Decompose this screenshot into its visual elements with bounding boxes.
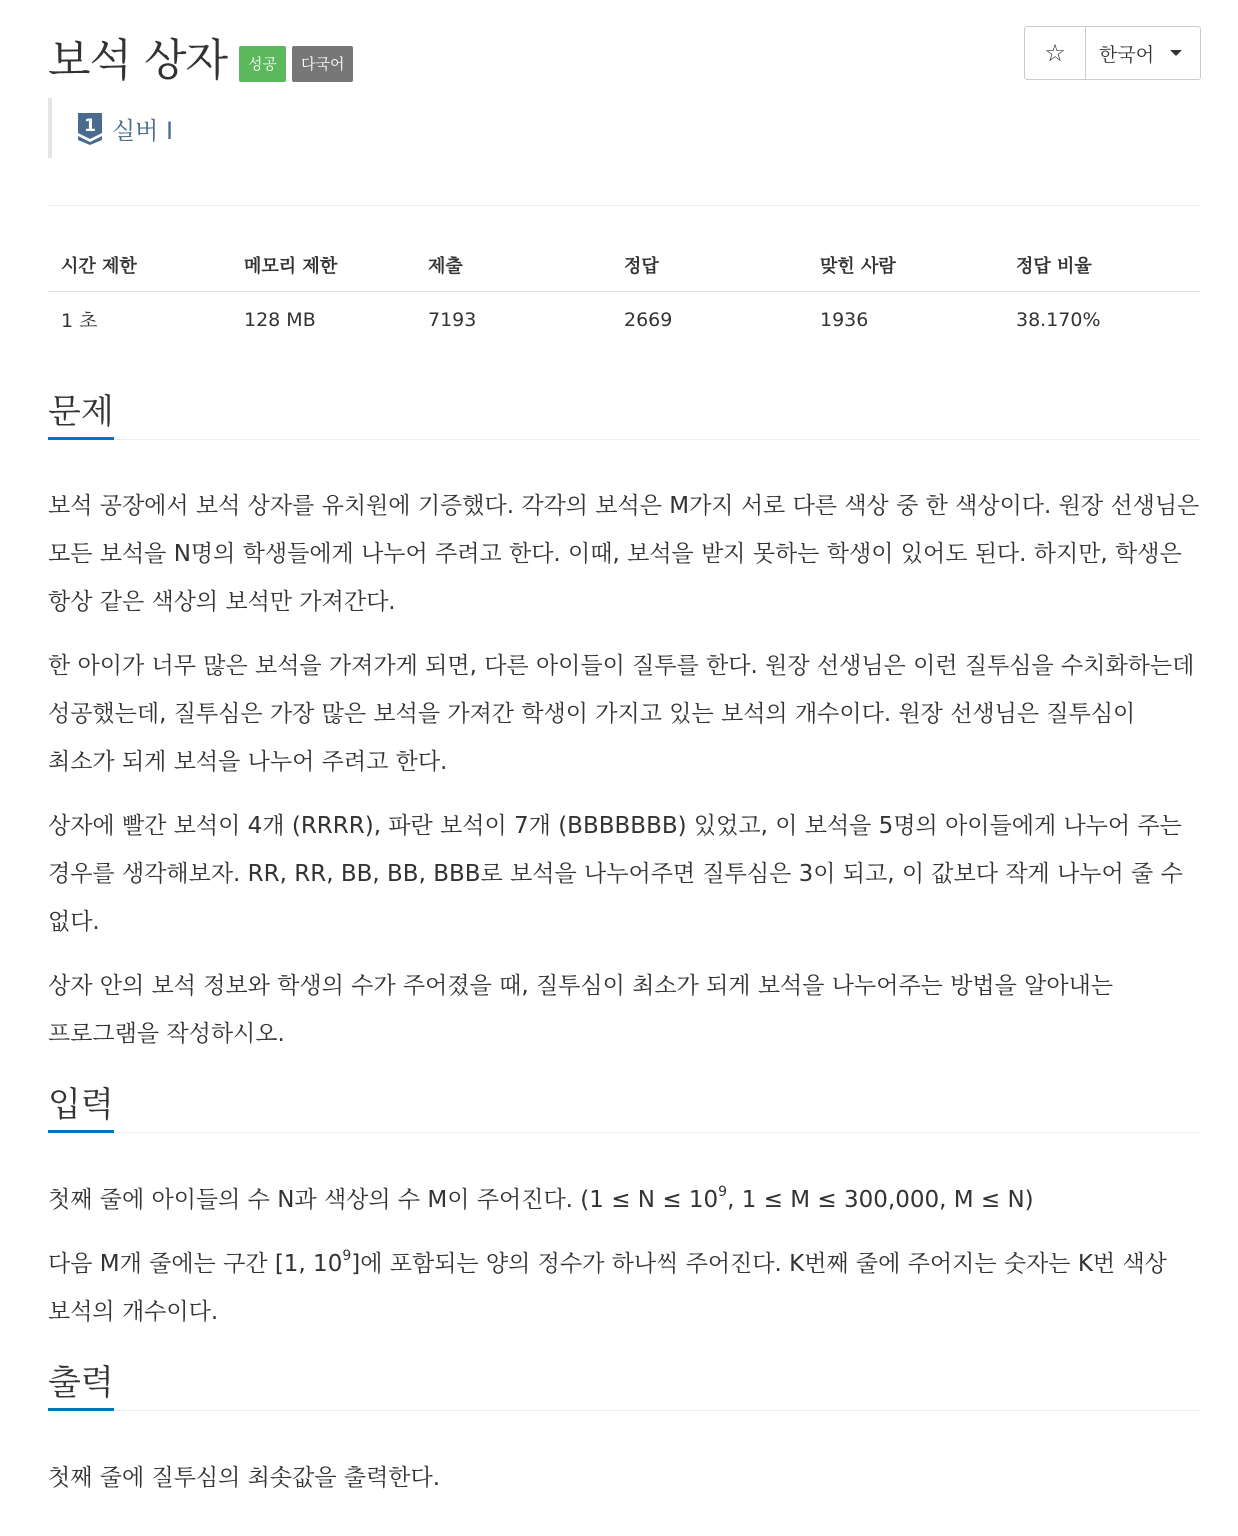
problem-paragraph: 상자 안의 보석 정보와 학생의 수가 주어졌을 때, 질투심이 최소가 되게 보석을 나누어주는 방법을 알아내는 프로그램을 작성하시오. xyxy=(48,973,1114,1047)
stats-value: 1936 xyxy=(820,308,869,331)
tier-badge-icon xyxy=(76,111,104,145)
language-dropdown[interactable] xyxy=(1086,27,1200,79)
input-text: , 1 ≤ M ≤ 300,000, M ≤ N) xyxy=(727,1187,1034,1213)
stats-table xyxy=(48,242,1200,347)
section-rule xyxy=(48,1410,1200,1411)
stats-header-row xyxy=(48,242,1200,292)
tier-info xyxy=(48,98,173,158)
header-divider xyxy=(48,205,1200,206)
stats-header: 맞힌 사람 xyxy=(807,242,1003,292)
tier-level: 1 xyxy=(84,116,96,136)
stats-value-row xyxy=(48,292,1200,348)
input-text: 다음 M개 줄에는 구간 [1, 10 xyxy=(48,1251,343,1277)
title-row xyxy=(48,24,353,88)
output-section-heading xyxy=(48,1355,1200,1411)
language-label: 한국어 xyxy=(1099,43,1155,66)
star-icon[interactable]: ☆ xyxy=(1025,27,1086,79)
stats-value: 2669 xyxy=(624,308,673,331)
tier-label: 실버 I xyxy=(112,116,174,145)
problem-paragraph: 보석 공장에서 보석 상자를 유치원에 기증했다. 각각의 보석은 M가지 서로 다른 색상 중 한 색상이다. 원장 선생님은 모든 보석을 N명의 학생들에게 나누어 주려고 한다. 이때, 보석을 받지 못하는 학생이 있어도 된다. 하지만, 학생은 항상 같은 색상의 보석만 가져간다. xyxy=(48,493,1200,615)
input-section-heading xyxy=(48,1077,1200,1133)
problem-heading: 문제 xyxy=(48,384,114,440)
problem-paragraph: 한 아이가 너무 많은 보석을 가져가게 되면, 다른 아이들이 질투를 한다. 원장 선생님은 이런 질투심을 수치화하는데 성공했는데, 질투심은 가장 많은 보석을 가져간 학생이 가지고 있는 보석의 개수이다. 원장 선생님은 질투심이 최소가 되게 보석을 나누어 주려고 한다. xyxy=(48,653,1195,775)
multilang-badge: 다국어 xyxy=(292,46,353,82)
stats-header: 메모리 제한 xyxy=(231,242,415,292)
input-text: ]에 포함되는 양의 정수가 하나씩 주어진다. K번째 줄에 주어지는 숫자는 K번 색상 보석의 개수이다. xyxy=(48,1251,1167,1325)
stats-header: 시간 제한 xyxy=(48,242,231,292)
superscript: 9 xyxy=(718,1184,728,1201)
problem-section-heading xyxy=(48,384,1200,440)
action-button-group xyxy=(1024,26,1201,80)
input-heading: 입력 xyxy=(48,1077,114,1133)
input-paragraph xyxy=(48,1240,1200,1336)
stats-header: 제출 xyxy=(415,242,611,292)
stats-value: 128 MB xyxy=(244,308,316,331)
output-paragraph: 첫째 줄에 질투심의 최솟값을 출력한다. xyxy=(48,1465,441,1491)
problem-paragraph: 상자에 빨간 보석이 4개 (RRRR), 파란 보석이 7개 (BBBBBBB) 있었고, 이 보석을 5명의 아이들에게 나누어 주는 경우를 생각해보자. RR, RR, BB, BB, BBB로 보석을 나누어주면 질투심은 3이 되고, 이 값보다 작게 나누어 줄 수 없다. xyxy=(48,813,1183,935)
section-rule xyxy=(48,439,1200,440)
section-rule xyxy=(48,1132,1200,1133)
result-badge: 성공 xyxy=(239,46,286,82)
stats-header: 정답 xyxy=(611,242,807,292)
stats-value: 1 초 xyxy=(61,310,98,332)
problem-title: 보석 상자 xyxy=(48,35,228,86)
caret-down-icon xyxy=(1170,50,1182,56)
input-paragraph xyxy=(48,1176,1200,1224)
stats-header: 정답 비율 xyxy=(1003,242,1200,292)
output-heading: 출력 xyxy=(48,1355,114,1411)
input-text: 첫째 줄에 아이들의 수 N과 색상의 수 M이 주어진다. (1 ≤ N ≤ 10 xyxy=(48,1187,719,1213)
stats-value: 7193 xyxy=(428,308,477,331)
superscript: 9 xyxy=(342,1248,352,1265)
stats-value: 38.170% xyxy=(1016,308,1101,331)
